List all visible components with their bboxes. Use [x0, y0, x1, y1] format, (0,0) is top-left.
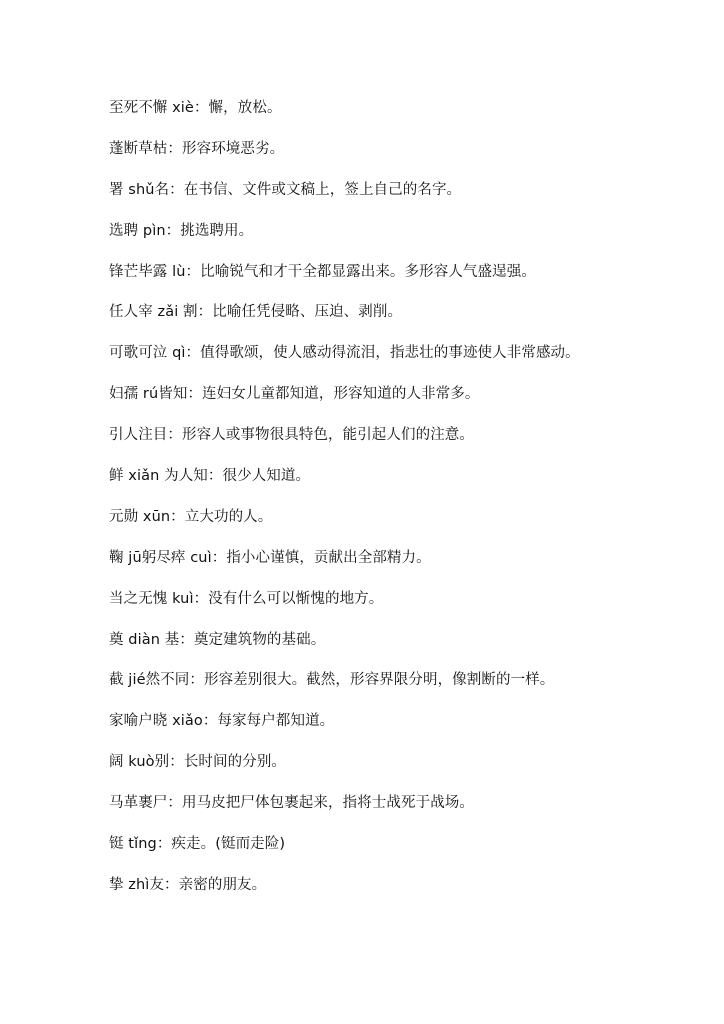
vocabulary-entry: 蓬断草枯：形容环境恶劣。 [109, 140, 285, 157]
vocabulary-list [109, 96, 709, 914]
vocabulary-entry: 元勋 xūn：立大功的人。 [109, 508, 273, 525]
vocabulary-entry: 当之无愧 kuì：没有什么可以惭愧的地方。 [109, 590, 384, 607]
vocabulary-entry: 引人注目：形容人或事物很具特色，能引起人们的注意。 [109, 427, 474, 444]
vocabulary-entry: 截 jié然不同：形容差别很大。截然，形容界限分明，像割断的一样。 [109, 672, 555, 689]
vocabulary-entry: 奠 diàn 基：奠定建筑物的基础。 [109, 631, 326, 648]
vocabulary-entry: 鲜 xiǎn 为人知：很少人知道。 [109, 468, 311, 485]
vocabulary-entry: 任人宰 zǎi 割：比喻任凭侵略、压迫、剥削。 [109, 304, 403, 321]
vocabulary-entry: 至死不懈 xiè：懈，放松。 [109, 100, 282, 116]
vocabulary-entry: 铤 tǐng：疾走。(铤而走险) [109, 836, 286, 853]
vocabulary-entry: 可歌可泣 qì：值得歌颂，使人感动得流泪，指悲壮的事迹使人非常感动。 [109, 345, 580, 362]
vocabulary-entry: 妇孺 rú皆知：连妇女儿童都知道，形容知道的人非常多。 [109, 386, 480, 403]
vocabulary-entry: 马革裹尸：用马皮把尸体包裹起来，指将士战死于战场。 [109, 795, 474, 812]
vocabulary-entry: 阔 kuò别：长时间的分别。 [109, 754, 287, 771]
vocabulary-entry: 锋芒毕露 lù：比喻锐气和才干全都显露出来。多形容人气盛逞强。 [109, 263, 536, 280]
vocabulary-entry: 署 shǔ名：在书信、文件或文稿上，签上自己的名字。 [109, 181, 462, 198]
vocabulary-entry: 选聘 pìn：挑选聘用。 [109, 222, 254, 239]
vocabulary-entry: 家喻户晓 xiǎo：每家每户都知道。 [109, 713, 335, 730]
vocabulary-entry: 鞠 jū躬尽瘁 cuì：指小心谨慎，贡献出全部精力。 [109, 549, 431, 566]
vocabulary-entry: 挚 zhì友：亲密的朋友。 [109, 876, 267, 893]
